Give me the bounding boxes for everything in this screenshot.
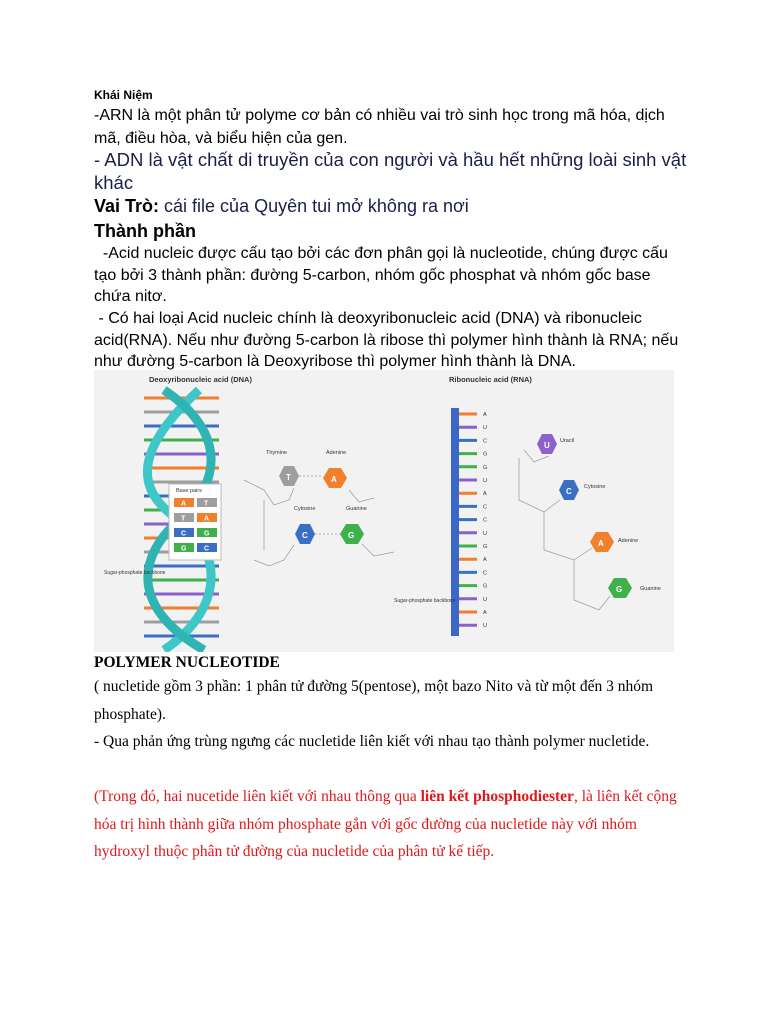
base-pair-letter: G: [181, 545, 187, 553]
heading-thanh-phan: Thành phần: [94, 221, 196, 241]
adenine-letter: A: [331, 475, 337, 484]
polymer-paragraph-1: ( nucletide gồm 3 phần: 1 phân tử đường 5(pentose), một bazo Nito và từ một đến 3 nhóm phosphate).: [94, 678, 654, 723]
vai-tro-text: cái file của Quyên tui mở không ra nơi: [159, 196, 469, 216]
thymine-letter: T: [286, 473, 291, 482]
polymer-paragraph-2: - Qua phản ứng trùng ngưng các nucletide liên kiết với nhau tạo thành polymer nucletide.: [94, 733, 650, 750]
dna-rna-diagram: [94, 370, 674, 652]
rna-cytosine-letter: C: [566, 487, 572, 496]
rna-base-letter: G: [483, 451, 488, 458]
rna-backbone-label: Sugar-phosphate backbone: [394, 598, 456, 604]
dna-bonds: [244, 476, 394, 566]
cytosine-label: Cytosine: [294, 506, 316, 512]
rna-base-letter: A: [483, 610, 487, 616]
thymine-label: Thymine: [266, 450, 288, 456]
rna-base-letter: U: [483, 425, 487, 432]
base-pair-letter: C: [181, 530, 187, 538]
base-pair-letter: A: [181, 500, 187, 508]
cytosine-letter: C: [302, 531, 308, 540]
arn-paragraph: -ARN là một phân tử polyme cơ bản có nhiều vai trò sinh học trong mã hóa, dịch mã, điều hòa, và biểu hiện của gen.: [94, 107, 665, 147]
dna-backbone-label: Sugar-phosphate backbone: [104, 570, 166, 576]
base-pair-letter: A: [204, 515, 210, 523]
heading-khai-niem: Khái Niệm: [94, 88, 153, 102]
rna-base-letter: U: [483, 596, 487, 603]
guanine-label: Guanine: [346, 506, 367, 512]
polymer-p3-start: (Trong đó, hai nucetide liên kiết với nhau thông qua: [94, 788, 421, 805]
rna-base-letter: C: [483, 517, 487, 524]
adenine-label: Adenine: [326, 450, 347, 456]
rna-base-letter: G: [483, 464, 488, 471]
rna-base-letter: C: [483, 438, 487, 445]
polymer-paragraph-3: [94, 783, 684, 866]
rna-adenine-letter: A: [598, 539, 604, 548]
rna-base-letter: G: [483, 583, 488, 590]
phosphodiester-bond-term: liên kết phosphodiester: [420, 788, 574, 805]
vai-tro-label: Vai Trò:: [94, 196, 160, 216]
rna-base-letter: A: [483, 412, 487, 418]
polymer-p3-end: , là liên kết cộng hóa trị hình thành giữa nhóm phosphate gắn với gốc đường của nucletide này với nhóm hydroxyl thuộc phân tử đường của nucletide của phân tử kế tiếp.: [94, 788, 677, 860]
vai-tro-paragraph: [94, 196, 694, 217]
dna-rna-figure: [94, 370, 674, 652]
heading-polymer-nucleotide: POLYMER NUCLEOTIDE: [94, 654, 280, 671]
rna-base-letter: U: [483, 623, 487, 630]
thanh-phan-paragraph-2: - Có hai loại Acid nucleic chính là deoxyribonucleic acid (DNA) và ribonucleic acid(RNA). Nếu như đường 5-carbon là ribose thì polymer hình thành là RNA; nếu như đường 5-carbon là Deoxyribose thì polymer hình thành là DNA.: [94, 310, 683, 370]
rna-base-letter: U: [483, 478, 487, 484]
rna-base-letter: G: [483, 544, 488, 550]
rna-guanine-label: Guanine: [640, 586, 661, 592]
uracil-label: Uracil: [560, 438, 575, 444]
uracil-letter: U: [544, 441, 550, 450]
rna-base-letter: A: [483, 491, 487, 498]
rna-base-letter: C: [483, 504, 487, 511]
rna-adenine-label: Adenine: [618, 538, 639, 544]
base-pairs-label: Base pairs: [176, 488, 202, 494]
base-pair-letter: T: [181, 515, 186, 523]
rna-title: Ribonucleic acid (RNA): [449, 375, 532, 384]
dna-title: Deoxyribonucleic acid (DNA): [149, 375, 252, 384]
base-pair-letter: T: [204, 500, 209, 508]
rna-bases-list: [459, 412, 487, 629]
rna-cytosine-label: Cytosine: [584, 484, 606, 490]
rna-base-letter: C: [483, 570, 487, 577]
rna-base-letter: A: [483, 557, 487, 564]
rna-guanine-letter: G: [616, 585, 623, 594]
adn-paragraph: - ADN là vật chất di truyền của con người và hầu hết những loài sinh vật khác: [94, 149, 687, 193]
base-pair-letter: G: [204, 530, 210, 538]
rna-bonds: [519, 450, 610, 610]
thanh-phan-paragraph-1: -Acid nucleic được cấu tạo bởi các đơn phân gọi là nucleotide, chúng được cấu tạo bởi 3 thành phần: đường 5-carbon, nhóm gốc phosphat và nhóm gốc base chứa nitơ.: [94, 245, 673, 305]
guanine-letter: G: [348, 531, 355, 540]
rna-base-letter: U: [483, 530, 487, 537]
base-pair-letter: C: [204, 545, 210, 553]
